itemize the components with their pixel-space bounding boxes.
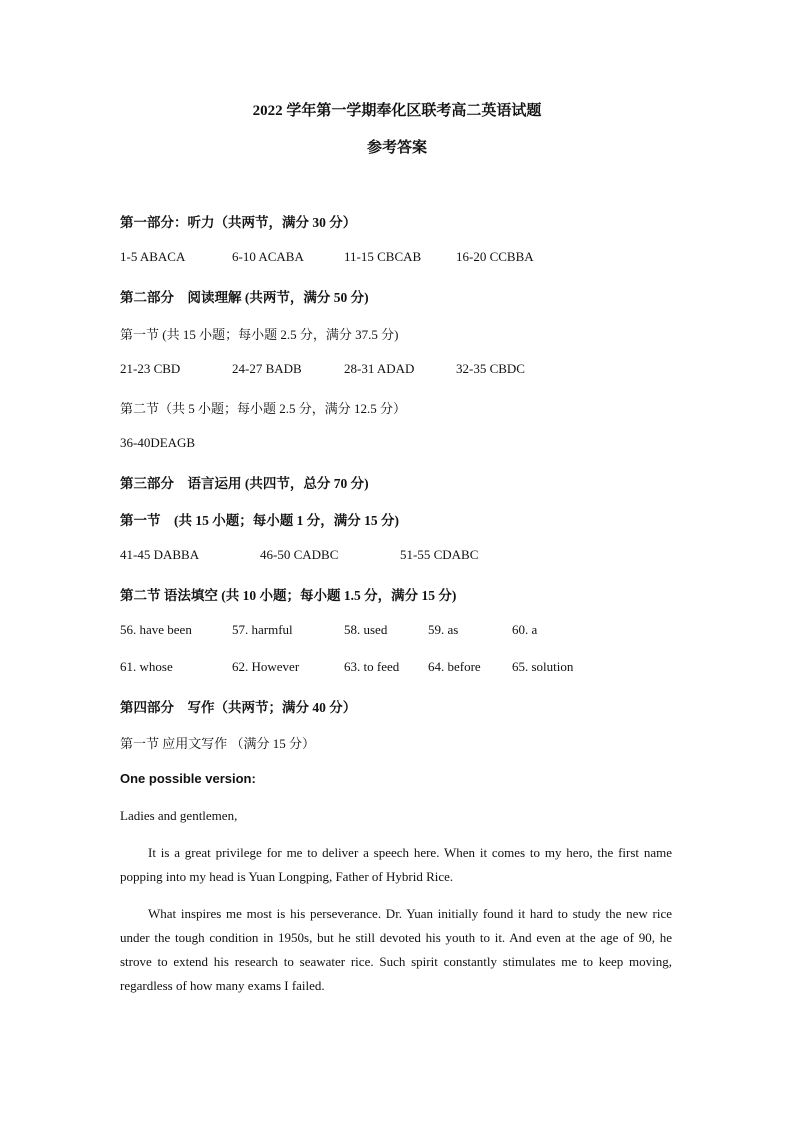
grammar-answer: 59. as: [428, 622, 459, 637]
answer-group: 32-35 CBDC: [456, 361, 525, 376]
grammar-answer: 58. used: [344, 622, 388, 637]
part3-section1-heading: 第一节 (共 15 小题；每小题 1 分，满分 15 分): [120, 513, 399, 528]
grammar-answer: 56. have been: [120, 622, 192, 637]
essay-paragraph-1: It is a great privilege for me to deliver a speech here. When it comes to my hero, the first name popping into my head is Yuan Longping, Father of Hybrid Rice.: [120, 845, 672, 884]
part2-section1-answers-row: [0, 361, 794, 379]
grammar-answer: 64. before: [428, 659, 481, 674]
page-title: 2022 学年第一学期奉化区联考高二英语试题: [252, 103, 542, 119]
answer-group: 21-23 CBD: [120, 361, 181, 376]
answer-group: 1-5 ABACA: [120, 249, 186, 264]
part4-section1-heading: 第一节 应用文写作 （满分 15 分）: [120, 736, 316, 751]
grammar-answer: 57. harmful: [232, 622, 293, 637]
answer-group: 11-15 CBCAB: [344, 249, 422, 264]
part3-section1-answers-row: [0, 547, 794, 565]
part2-section2-heading: 第二节（共 5 小题；每小题 2.5 分，满分 12.5 分）: [120, 401, 407, 416]
part4-heading: 第四部分 写作（共两节；满分 40 分）: [120, 700, 357, 715]
grammar-answer: 65. solution: [512, 659, 574, 674]
answer-group: 46-50 CADBC: [260, 547, 339, 562]
grammar-answer: 63. to feed: [344, 659, 400, 674]
answer-group: 41-45 DABBA: [120, 547, 200, 562]
grammar-answer: 61. whose: [120, 659, 173, 674]
answer-group: 28-31 ADAD: [344, 361, 415, 376]
part2-section2-answer: 36-40DEAGB: [120, 435, 196, 450]
part3-section2-heading: 第二节 语法填空 (共 10 小题；每小题 1.5 分，满分 15 分): [120, 588, 457, 603]
salutation: Ladies and gentlemen,: [120, 808, 238, 823]
answer-group: 6-10 ACABA: [232, 249, 304, 264]
answer-group: 24-27 BADB: [232, 361, 302, 376]
part2-section1-heading: 第一节 (共 15 小题；每小题 2.5 分，满分 37.5 分): [120, 327, 399, 342]
grammar-answers-row-1: [0, 622, 794, 640]
part2-heading: 第二部分 阅读理解 (共两节，满分 50 分): [120, 290, 369, 305]
grammar-answers-row-2: [0, 659, 794, 677]
answer-group: 16-20 CCBBA: [456, 249, 534, 264]
version-label: One possible version:: [120, 771, 256, 786]
answer-group: 51-55 CDABC: [400, 547, 479, 562]
page-subtitle: 参考答案: [366, 140, 427, 156]
part1-answers-row: [0, 249, 794, 267]
part1-heading: 第一部分：听力（共两节，满分 30 分）: [120, 215, 357, 230]
essay-paragraph-2: What inspires me most is his perseverance. Dr. Yuan initially found it hard to study the new rice under the tough condition in 1950s, but he still devoted his youth to it. And even at the age of 90, he strove to extend his research to seawater rice. Such spirit constantly stimulates me to keep moving, regardless of how many exams I failed.: [120, 906, 672, 993]
grammar-answer: 62. However: [232, 659, 300, 674]
grammar-answer: 60. a: [512, 622, 538, 637]
part3-heading: 第三部分 语言运用 (共四节，总分 70 分): [120, 476, 369, 491]
